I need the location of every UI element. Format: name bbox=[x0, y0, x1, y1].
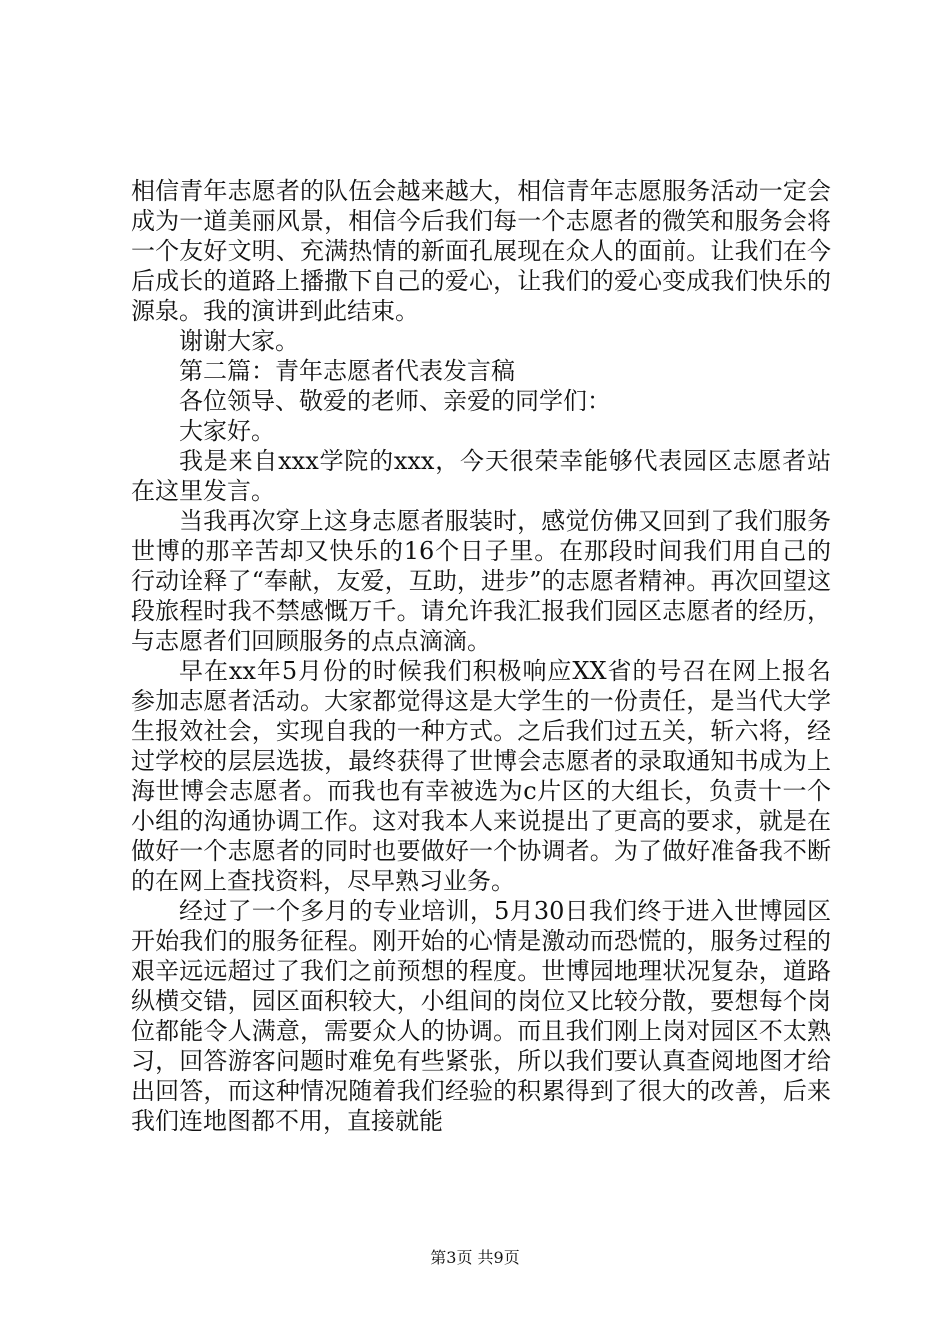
paragraph-registration: 早在xx年5月份的时候我们积极响应XX省的号召在网上报名参加志愿者活动。大家都觉得这是大学生的一份责任，是当代大学生报效社会，实现自我的一种方式。之后我们过五关，斩六将，经过学校的层层选拔，最终获得了世博会志愿者的录取通知书成为上海世博会志愿者。而我也有幸被选为c片区的大组长，负责十一个小组的沟通协调工作。这对我本人来说提出了更高的要求，就是在做好一个志愿者的同时也要做好一个协调者。为了做好准备我不断的在网上查找资料，尽早熟习业务。 bbox=[131, 657, 831, 895]
paragraph-thanks: 谢谢大家。 bbox=[179, 327, 299, 355]
page-footer: 第3页 共9页 bbox=[430, 1248, 520, 1267]
paragraph-intro: 我是来自xxx学院的xxx，今天很荣幸能够代表园区志愿者站在这里发言。 bbox=[131, 447, 831, 505]
document-body bbox=[131, 176, 831, 1136]
paragraph-greeting: 大家好。 bbox=[179, 417, 275, 445]
paragraph-memory: 当我再次穿上这身志愿者服装时，感觉仿佛又回到了我们服务世博的那辛苦却又快乐的16个日子里。在那段时间我们用自己的行动诠释了“奉献，友爱，互助，进步”的志愿者精神。再次回望这段旅程时我不禁感慨万千。请允许我汇报我们园区志愿者的经历，与志愿者们回顾服务的点点滴滴。 bbox=[131, 507, 831, 655]
paragraph-closing: 相信青年志愿者的队伍会越来越大，相信青年志愿服务活动一定会成为一道美丽风景，相信今后我们每一个志愿者的微笑和服务会将一个友好文明、充满热情的新面孔展现在众人的面前。让我们在今后成长的道路上播撒下自己的爱心，让我们的爱心变成我们快乐的源泉。我的演讲到此结束。 bbox=[131, 177, 831, 325]
paragraph-salutation: 各位领导、敬爱的老师、亲爱的同学们： bbox=[179, 387, 611, 415]
paragraph-training: 经过了一个多月的专业培训，5月30日我们终于进入世博园区开始我们的服务征程。刚开始的心情是激动而恐慌的，服务过程的艰辛远远超过了我们之前预想的程度。世博园地理状况复杂，道路纵横交错，园区面积较大，小组间的岗位又比较分散，要想每个岗位都能令人满意，需要众人的协调。而且我们刚上岗对园区不太熟习，回答游客问题时难免有些紧张，所以我们要认真查阅地图才给出回答，而这种情况随着我们经验的积累得到了很大的改善，后来我们连地图都不用，直接就能 bbox=[131, 897, 831, 1135]
section-heading: 第二篇：青年志愿者代表发言稿 bbox=[179, 357, 515, 385]
